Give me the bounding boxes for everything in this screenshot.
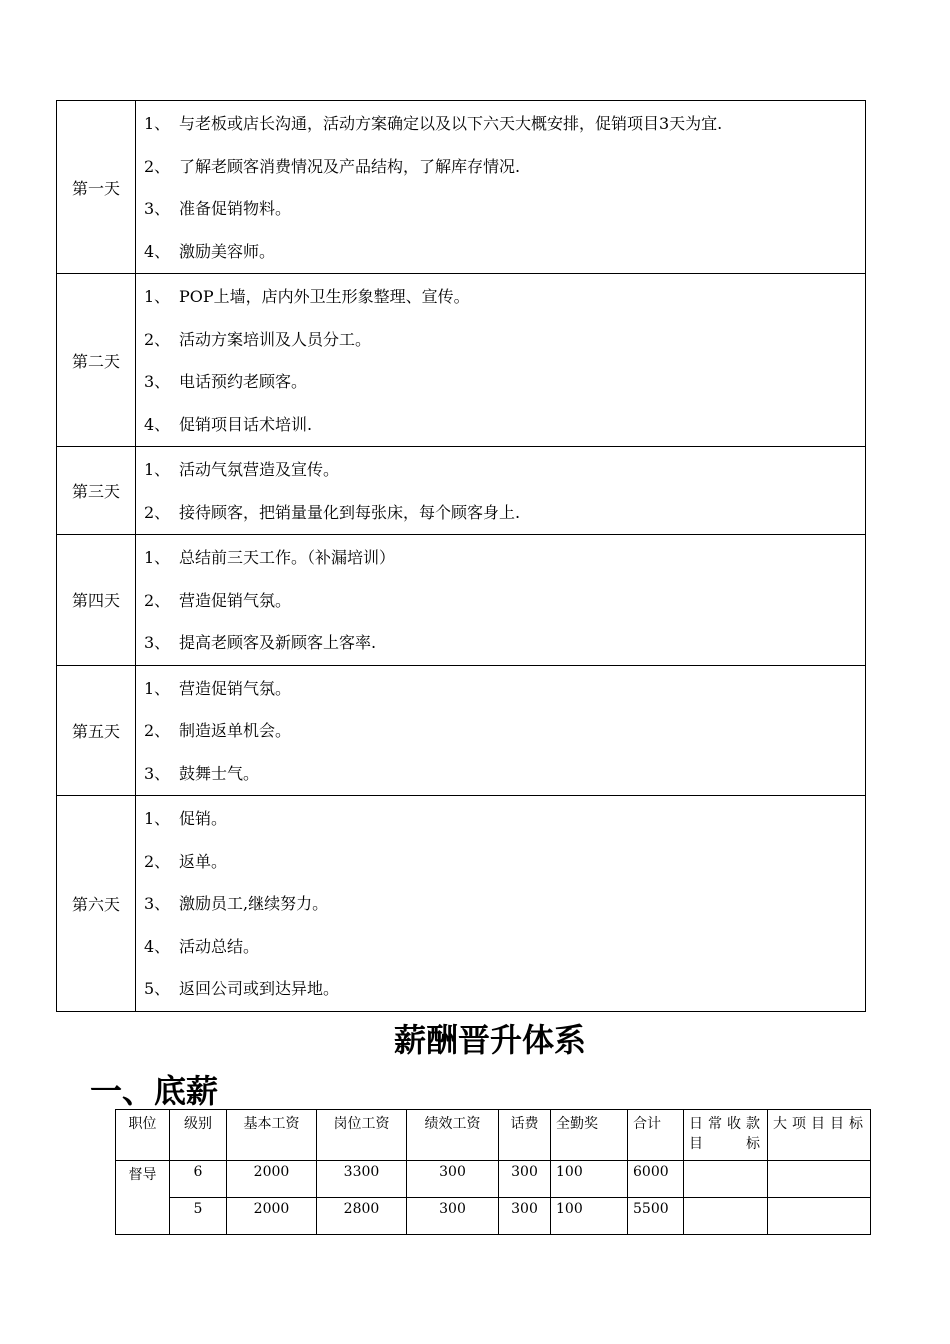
task-item [144, 622, 865, 665]
header-total: 合计 [628, 1110, 684, 1161]
project-target-cell [768, 1161, 871, 1198]
level-cell: 5 [170, 1198, 227, 1235]
schedule-row [57, 796, 866, 1012]
header-major-project-target: 大项目目标 [768, 1110, 871, 1161]
task-item [144, 968, 865, 1011]
task-number: 1、 [144, 114, 171, 133]
total-cell: 5500 [628, 1198, 684, 1235]
task-item [144, 668, 865, 711]
post-pay-cell: 2800 [317, 1198, 407, 1235]
day-label: 第五天 [57, 665, 136, 796]
task-text: 活动方案培训及人员分工。 [179, 329, 372, 349]
page-title: 薪酬晋升体系 [393, 1021, 586, 1059]
task-text: 接待顾客，把销量量化到每张床，每个顾客身上. [179, 502, 521, 522]
task-number: 1、 [144, 809, 171, 828]
task-number: 4、 [144, 241, 171, 261]
task-number: 1、 [144, 678, 171, 698]
task-item [144, 449, 865, 492]
schedule-row [57, 447, 866, 535]
header-base-pay: 基本工资 [227, 1110, 317, 1161]
task-item [144, 319, 865, 362]
base-pay-cell: 2000 [227, 1161, 317, 1198]
task-number: 3、 [144, 894, 171, 913]
task-text: 准备促销物料。 [179, 199, 292, 218]
task-text: 返单。 [179, 851, 228, 871]
task-text: 促销项目话术培训. [179, 414, 313, 434]
schedule-row [57, 274, 866, 447]
task-item [144, 492, 865, 535]
day-label: 第六天 [57, 796, 136, 1012]
task-text: 返回公司或到达异地。 [179, 979, 340, 998]
day-tasks [136, 101, 866, 274]
task-number: 4、 [144, 414, 171, 434]
task-number: 2、 [144, 590, 171, 610]
header-performance-pay: 绩效工资 [407, 1110, 499, 1161]
phone-allowance-cell: 300 [499, 1198, 551, 1235]
task-text: 营造促销气氛。 [179, 678, 292, 698]
level-cell: 6 [170, 1161, 227, 1198]
task-number: 3、 [144, 633, 171, 652]
schedule-row [57, 101, 866, 274]
base-pay-cell: 2000 [227, 1198, 317, 1235]
task-item [144, 361, 865, 404]
project-target-cell [768, 1198, 871, 1235]
salary-row [116, 1198, 871, 1235]
task-text: 营造促销气氛。 [179, 590, 292, 610]
task-text: 提高老顾客及新顾客上客率. [179, 633, 377, 652]
header-daily-collection-target: 日常收款目标 [684, 1110, 768, 1161]
task-item [144, 188, 865, 231]
task-number: 3、 [144, 763, 171, 783]
task-item [144, 926, 865, 969]
task-item [144, 537, 865, 580]
task-text: 与老板或店长沟通，活动方案确定以及以下六天大概安排，促销项目3天为宜. [179, 114, 723, 133]
task-item [144, 753, 865, 796]
daily-target-cell [684, 1161, 768, 1198]
schedule-row [57, 665, 866, 796]
salary-table [115, 1109, 871, 1235]
task-item [144, 404, 865, 447]
post-pay-cell: 3300 [317, 1161, 407, 1198]
task-item [144, 798, 865, 841]
salary-row [116, 1161, 871, 1198]
task-item [144, 146, 865, 189]
task-text: 总结前三天工作。（补漏培训） [179, 548, 396, 567]
header-phone-allowance: 话费 [499, 1110, 551, 1161]
task-text: POP上墙，店内外卫生形象整理、宣传。 [179, 287, 470, 306]
task-number: 2、 [144, 329, 171, 349]
header-position: 职位 [116, 1110, 170, 1161]
performance-pay-cell: 300 [407, 1161, 499, 1198]
attendance-bonus-cell: 100 [551, 1198, 628, 1235]
task-number: 2、 [144, 721, 171, 740]
performance-pay-cell: 300 [407, 1198, 499, 1235]
day-label: 第三天 [57, 447, 136, 535]
task-item [144, 276, 865, 319]
salary-header-row [116, 1110, 871, 1161]
task-number: 1、 [144, 548, 171, 567]
day-tasks [136, 447, 866, 535]
task-text: 激励员工,继续努力。 [179, 894, 329, 913]
task-text: 制造返单机会。 [179, 721, 292, 740]
header-level: 级别 [170, 1110, 227, 1161]
daily-target-cell [684, 1198, 768, 1235]
schedule-row [57, 535, 866, 666]
task-item [144, 580, 865, 623]
task-item [144, 710, 865, 753]
task-text: 激励美容师。 [179, 241, 276, 261]
task-text: 了解老顾客消费情况及产品结构，了解库存情况. [179, 156, 521, 176]
task-number: 1、 [144, 460, 171, 479]
day-label: 第二天 [57, 274, 136, 447]
header-post-pay: 岗位工资 [317, 1110, 407, 1161]
task-text: 活动总结。 [179, 936, 260, 956]
task-number: 2、 [144, 502, 171, 522]
day-tasks [136, 665, 866, 796]
task-text: 电话预约老顾客。 [179, 372, 308, 391]
task-item [144, 231, 865, 274]
day-label: 第四天 [57, 535, 136, 666]
day-tasks [136, 796, 866, 1012]
task-number: 1、 [144, 287, 171, 306]
task-item [144, 883, 865, 926]
task-item [144, 103, 865, 146]
task-number: 4、 [144, 936, 171, 956]
schedule-table [56, 100, 866, 1012]
section-heading: 一、底薪 [90, 1072, 219, 1110]
task-item [144, 841, 865, 884]
task-text: 活动气氛营造及宣传。 [179, 460, 340, 479]
task-number: 2、 [144, 851, 171, 871]
task-number: 3、 [144, 372, 171, 391]
task-text: 鼓舞士气。 [179, 763, 260, 783]
phone-allowance-cell: 300 [499, 1161, 551, 1198]
task-number: 5、 [144, 979, 171, 998]
attendance-bonus-cell: 100 [551, 1161, 628, 1198]
day-label: 第一天 [57, 101, 136, 274]
header-attendance-bonus: 全勤奖 [551, 1110, 628, 1161]
day-tasks [136, 535, 866, 666]
task-number: 2、 [144, 156, 171, 176]
task-text: 促销。 [179, 809, 228, 828]
total-cell: 6000 [628, 1161, 684, 1198]
day-tasks [136, 274, 866, 447]
task-number: 3、 [144, 199, 171, 218]
role-cell: 督导 [116, 1161, 170, 1235]
